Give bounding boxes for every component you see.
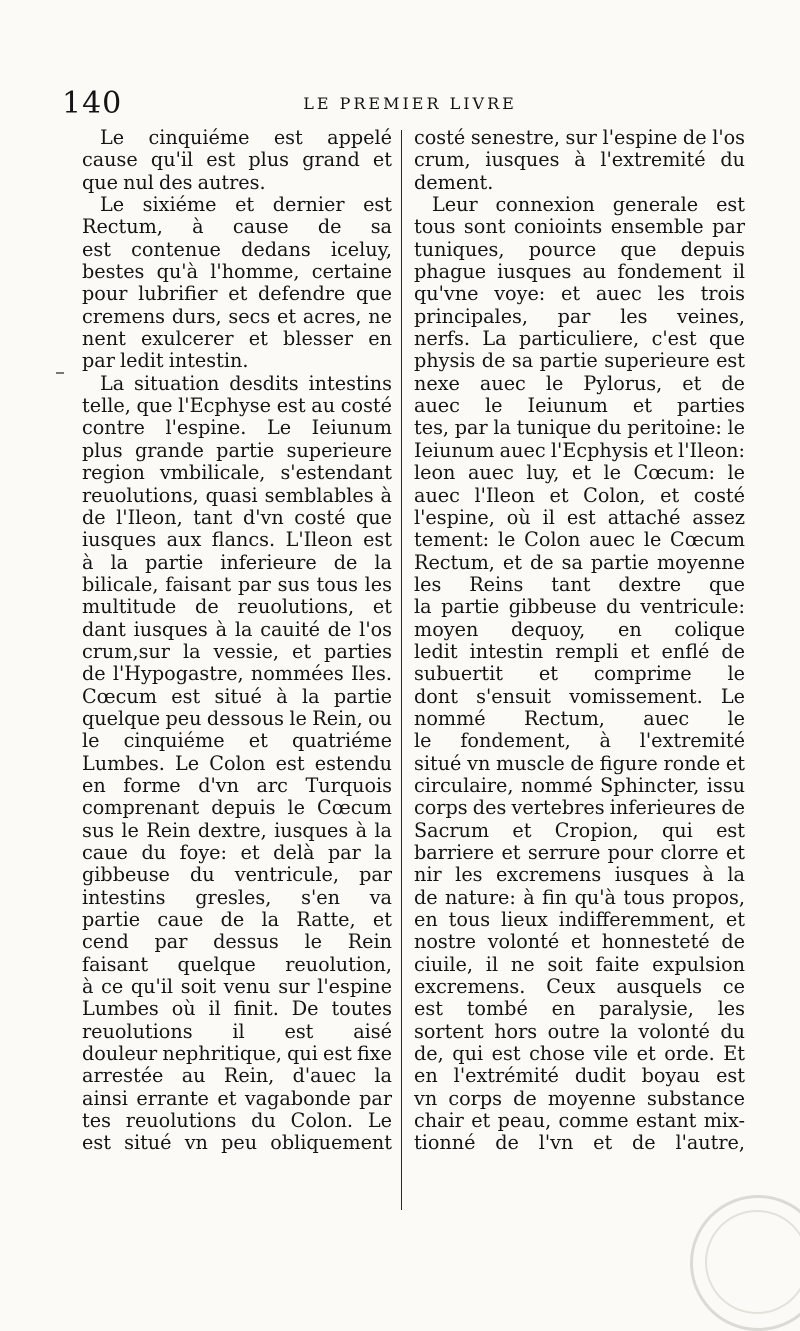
text-line: auec le Ieiunum et parties bbox=[414, 395, 745, 418]
text-line: Sacrum et Cropion, qui est bbox=[414, 819, 745, 842]
text-line: Le sixiéme et dernier est bbox=[100, 194, 392, 217]
text-line: à la partie inferieure de la bbox=[82, 551, 392, 574]
text-line: tuniques, pource que depuis bbox=[414, 238, 745, 261]
text-line: dement. bbox=[414, 171, 494, 194]
text-line: en forme d'vn arc Turquois bbox=[82, 774, 392, 797]
text-line: le cinquiéme et quatriéme bbox=[82, 730, 392, 753]
text-line: tement: le Colon auec le Cœcum bbox=[414, 529, 745, 552]
text-line: dont s'ensuit vomissement. Le bbox=[414, 685, 745, 708]
text-line: telle, que l'Ecphyse est au costé bbox=[82, 395, 392, 418]
text-line: la partie gibbeuse du ventricule: bbox=[414, 596, 745, 619]
text-line: dant iusques à la cauité de l'os bbox=[82, 618, 392, 641]
left-column bbox=[82, 127, 392, 1155]
text-line: excremens. Ceux ausquels ce bbox=[414, 976, 745, 999]
text-line: principales, par les veines, bbox=[414, 305, 745, 328]
text-line: cremens durs, secs et acres, ne bbox=[82, 305, 392, 328]
text-line: est contenue dedans iceluy, bbox=[82, 238, 392, 261]
text-line: qu'vne voye: et auec les trois bbox=[414, 283, 745, 306]
right-column bbox=[414, 127, 745, 1155]
text-line: de l'Ileon, tant d'vn costé que bbox=[82, 506, 392, 529]
text-line: partie caue de la Ratte, et bbox=[82, 909, 392, 932]
text-line: tionné de l'vn et de l'autre, bbox=[414, 1132, 745, 1155]
text-line: subuertit et comprime le bbox=[414, 663, 745, 686]
text-line: douleur nephritique, qui est fixe bbox=[82, 1043, 392, 1066]
text-line: La situation desdits intestins bbox=[100, 372, 392, 395]
text-line: corps des vertebres inferieures de bbox=[414, 797, 745, 820]
text-line: pour lubrifier et defendre que bbox=[82, 283, 392, 306]
text-line: Cœcum est situé à la partie bbox=[82, 685, 392, 708]
text-line: vn corps de moyenne substance bbox=[414, 1087, 745, 1110]
text-line: de, qui est chose vile et orde. Et bbox=[414, 1043, 745, 1066]
text-line: nent exulcerer et blesser en bbox=[82, 328, 392, 351]
text-line: ainsi errante et vagabonde par bbox=[82, 1087, 392, 1110]
text-line: bestes qu'à l'homme, certaine bbox=[82, 261, 392, 284]
text-line: circulaire, nommé Sphincter, issu bbox=[414, 774, 745, 797]
text-line: cause qu'il est plus grand et bbox=[82, 149, 392, 172]
running-head: LE PREMIER LIVRE bbox=[303, 94, 517, 113]
column-divider bbox=[401, 130, 402, 1210]
text-line: bilicale, faisant par sus tous les bbox=[82, 573, 392, 596]
page-number: 140 bbox=[62, 86, 123, 121]
text-line: Lumbes où il finit. De toutes bbox=[82, 998, 392, 1021]
text-line: à ce qu'il soit venu sur l'espine bbox=[82, 976, 392, 999]
text-line: crum,sur la vessie, et parties bbox=[82, 640, 392, 663]
margin-mark bbox=[56, 372, 64, 374]
text-line: plus grande partie superieure bbox=[82, 439, 392, 462]
stamp-inner-ring bbox=[705, 1210, 800, 1314]
text-line: Rectum, à cause de sa bbox=[82, 216, 392, 239]
text-line: le fondement, à l'extremité bbox=[414, 730, 745, 753]
text-line: nexe auec le Pylorus, et de bbox=[414, 372, 745, 395]
text-line: Le cinquiéme est appelé bbox=[100, 127, 392, 149]
text-line: en tous lieux indifferemment, et bbox=[414, 909, 745, 932]
text-line: region vmbilicale, s'estendant bbox=[82, 462, 392, 485]
text-line: barriere et serrure pour clorre et bbox=[414, 842, 745, 864]
text-line: Lumbes. Le Colon est estendu bbox=[82, 752, 392, 775]
text-line: de nature: à fin qu'à tous propos, bbox=[414, 886, 745, 909]
text-line: nerfs. La particuliere, c'est que bbox=[414, 328, 745, 351]
text-line: faisant quelque reuolution, bbox=[82, 953, 392, 976]
text-line: nommé Rectum, auec le bbox=[414, 707, 745, 730]
text-line: moyen dequoy, en colique bbox=[414, 618, 745, 641]
text-line: auec l'Ileon et Colon, et costé bbox=[414, 484, 745, 507]
text-line: contre l'espine. Le Ieiunum bbox=[82, 417, 392, 440]
text-line: quelque peu dessous le Rein, ou bbox=[82, 707, 392, 730]
text-line: caue du foye: et delà par la bbox=[82, 842, 392, 864]
text-line: cend par dessus le Rein bbox=[82, 931, 392, 954]
text-line: leon auec luy, et le Cœcum: le bbox=[414, 462, 745, 485]
text-line: reuolutions il est aisé bbox=[82, 1020, 392, 1043]
text-line: comprenant depuis le Cœcum bbox=[82, 797, 392, 820]
text-line: par ledit intestin. bbox=[82, 350, 249, 373]
text-line: iusques aux flancs. L'Ileon est bbox=[82, 529, 392, 552]
text-line: physis de sa partie superieure est bbox=[414, 350, 745, 373]
text-line: est tombé en paralysie, les bbox=[414, 998, 745, 1021]
text-line: situé vn muscle de figure ronde et bbox=[414, 752, 745, 775]
text-line: sus le Rein dextre, iusques à la bbox=[82, 819, 392, 842]
text-line: nir les excremens iusques à la bbox=[414, 864, 745, 887]
text-line: Rectum, et de sa partie moyenne bbox=[414, 551, 745, 574]
text-line: tous sont conioints ensemble par bbox=[414, 216, 745, 239]
text-line: crum, iusques à l'extremité du bbox=[414, 149, 745, 172]
text-line: tes reuolutions du Colon. Le bbox=[82, 1110, 392, 1133]
text-line: de l'Hypogastre, nommées Iles. bbox=[82, 663, 392, 686]
text-line: en l'extrémité dudit boyau est bbox=[414, 1065, 745, 1088]
library-stamp bbox=[690, 1195, 800, 1331]
text-line: multitude de reuolutions, et bbox=[82, 596, 392, 619]
text-line: tes, par la tunique du peritoine: le bbox=[414, 417, 745, 440]
text-line: ledit intestin rempli et enflé de bbox=[414, 640, 745, 663]
text-line: phague iusques au fondement il bbox=[414, 261, 745, 284]
text-line: les Reins tant dextre que bbox=[414, 573, 745, 596]
text-line: Leur connexion generale est bbox=[432, 194, 745, 217]
text-line: nostre volonté et honnesteté de bbox=[414, 931, 745, 954]
text-line: que nul des autres. bbox=[82, 171, 266, 194]
text-line: ciuile, il ne soit faite expulsion bbox=[414, 953, 745, 976]
text-line: arrestée au Rein, d'auec la bbox=[82, 1065, 392, 1088]
text-line: costé senestre, sur l'espine de l'os bbox=[414, 127, 745, 149]
text-line: sortent hors outre la volonté du bbox=[414, 1020, 745, 1043]
text-line: Ieiunum auec l'Ecphysis et l'Ileon: bbox=[414, 439, 745, 462]
text-line: gibbeuse du ventricule, par bbox=[82, 864, 392, 887]
text-line: chair et peau, comme estant mix- bbox=[414, 1110, 745, 1133]
text-line: est situé vn peu obliquement bbox=[82, 1132, 392, 1155]
text-line: reuolutions, quasi semblables à bbox=[82, 484, 392, 507]
text-line: l'espine, où il est attaché assez bbox=[414, 506, 745, 529]
text-line: intestins gresles, s'en va bbox=[82, 886, 392, 909]
